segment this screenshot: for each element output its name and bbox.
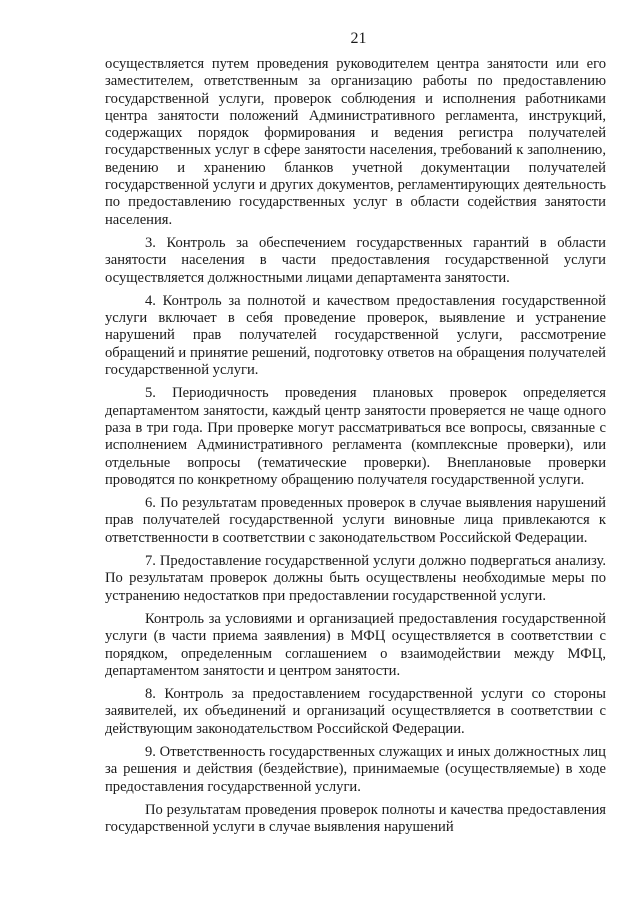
paragraph-6: 6. По результатам проведенных проверок в случае выявления нарушений прав получателей государственной услуги виновные лица привлекаются к ответственности в соответствии с законодательством Российской Федерации. — [105, 495, 606, 546]
paragraph-continuation: осуществляется путем проведения руководителем центра занятости или его заместителем, ответственным за организацию работы по предоставлению государственной услуги, проверок соблюдения и исполнения работниками центра занятости положений Административного регламента, инструкций, содержащих порядок формирования и ведения регистра получателей государственных услуг в сфере занятости населения, требований к заполнению, ведению и хранению бланков учетной документации получателей государственной услуги и других документов, регламентирующих деятельность по предоставлению государственных услуг в области содействия занятости населения. — [105, 56, 606, 228]
paragraph-7: 7. Предоставление государственной услуги должно подвергаться анализу. По результатам проверок должны быть осуществлены необходимые меры по устранению недостатков при предоставлении государственной услуги. — [105, 553, 606, 604]
paragraph-final: По результатам проведения проверок полноты и качества предоставления государственной услуги в случае выявления нарушений — [105, 801, 606, 836]
page-number: 21 — [350, 30, 367, 47]
paragraph-3: 3. Контроль за обеспечением государственных гарантий в области занятости населения в части предоставления государственной услуги осуществляется должностными лицами департамента занятости. — [105, 234, 606, 286]
paragraph-4: 4. Контроль за полнотой и качеством предоставления государственной услуги включает в себя проведение проверок, выявление и устранение нарушений прав получателей государственной услуги, рассмотрение обращений и принятие решений, подготовку ответов на обращения получателей государственной услуги. — [105, 292, 606, 379]
paragraph-8: 8. Контроль за предоставлением государственной услуги со стороны заявителей, их объединений и организаций осуществляется в соответствии с действующим законодательством Российской Федерации. — [105, 686, 606, 737]
paragraph-mfc-control: Контроль за условиями и организацией предоставления государственной услуги (в части приема заявления) в МФЦ осуществляется в соответствии с порядком, определенным соглашением о взаимодействии между МФЦ, департаментом занятости и центром занятости. — [105, 610, 606, 679]
paragraph-9: 9. Ответственность государственных служащих и иных должностных лиц за решения и действия (бездействие), принимаемые (осуществляемые) в ходе предоставления государственной услуги. — [105, 743, 606, 795]
paragraph-5: 5. Периодичность проведения плановых проверок определяется департаментом занятости, каждый центр занятости проверяется не чаще одного раза в три года. При проверке могут рассматриваться все вопросы, связанные с исполнением Административного регламента (комплексные проверки), или отдельные вопросы (тематические проверки). Внеплановые проверки проводятся по конкретному обращению получателя государственной услуги. — [105, 385, 606, 488]
